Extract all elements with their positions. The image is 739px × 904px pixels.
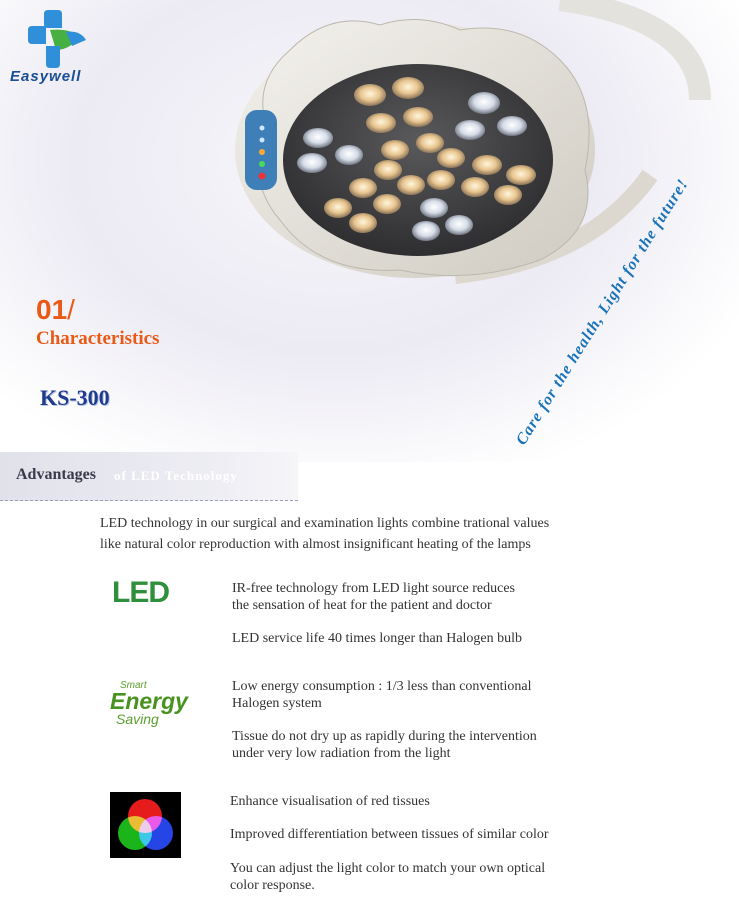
advantages-heading <box>0 452 298 501</box>
svg-text:LED: LED <box>112 576 169 609</box>
intro-text: LED technology in our surgical and examination lights combine trational values like natural color reproduction with almost insignificant heating of the lamps <box>100 516 550 552</box>
feature-tissue-differentiation: Improved differentiation between tissues of similar color <box>230 827 549 842</box>
feature-low-radiation: Tissue do not dry up as rapidly during the intervention under very low radiation from the light <box>232 729 537 761</box>
feature-led-service-life: LED service life 40 times longer than Halogen bulb <box>232 631 523 646</box>
brand-name: Easywell <box>10 68 82 85</box>
led-logo-icon <box>112 570 182 610</box>
feature-adjust-color: You can adjust the light color to match your own optical color response. <box>230 861 546 893</box>
section-number: 01/ <box>36 294 75 325</box>
rgb-color-icon <box>110 792 181 858</box>
feature-low-energy: Low energy consumption : 1/3 less than conventional Halogen system <box>232 679 532 711</box>
feature-red-tissue: Enhance visualisation of red tissues <box>230 794 430 809</box>
svg-text:Care for the health, Light for: Care for the health, Light for the future! <box>512 175 692 449</box>
smart-energy-saving-logo-icon: Smart Energy Saving <box>110 680 188 727</box>
model-name: KS-300 <box>40 385 110 410</box>
advantages-label: Advantages <box>16 466 97 483</box>
feature-led-ir-free: IR-free technology from LED light source reduces the sensation of heat for the patient and doctor <box>232 581 516 613</box>
section-title: Characteristics <box>36 328 160 349</box>
led-technology-label: of LED Technology <box>114 468 238 483</box>
